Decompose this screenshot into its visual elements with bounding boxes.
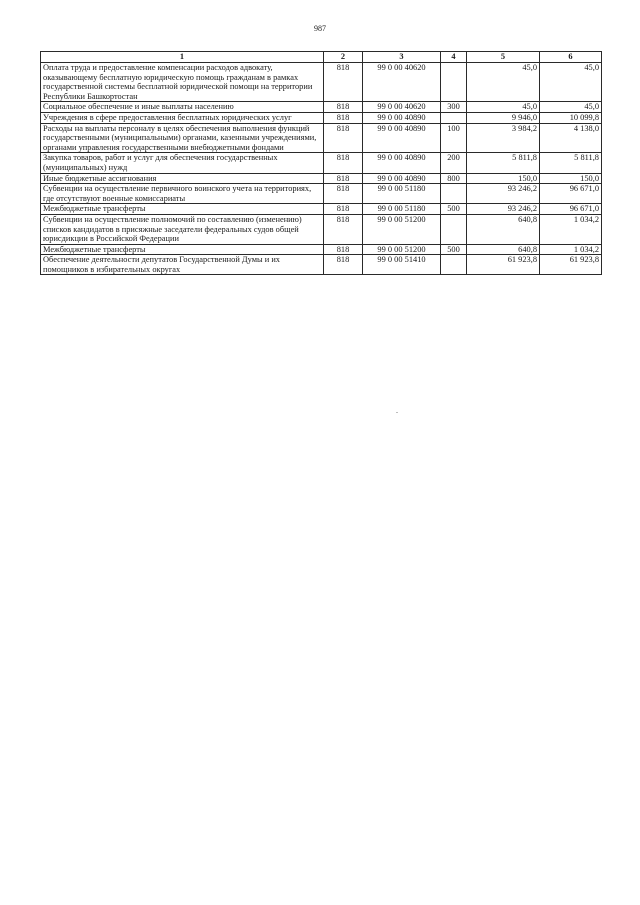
row-csr: 99 0 00 40620 [363, 102, 441, 113]
row-name: Обеспечение деятельности депутатов Государственной Думы и их помощников в избирательных округах [41, 255, 324, 275]
header-col-1: 1 [41, 52, 324, 63]
scan-speck [396, 412, 398, 413]
row-vr [441, 112, 467, 123]
table-body [41, 63, 602, 275]
row-csr: 99 0 00 40890 [363, 173, 441, 184]
row-sum2: 96 671,0 [540, 204, 602, 215]
row-ved: 818 [324, 214, 363, 244]
row-name: Иные бюджетные ассигнования [41, 173, 324, 184]
table-row [41, 244, 602, 255]
row-name: Закупка товаров, работ и услуг для обеспечения государственных (муниципальных) нужд [41, 153, 324, 173]
row-sum2: 10 099,8 [540, 112, 602, 123]
row-ved: 818 [324, 204, 363, 215]
header-col-5: 5 [467, 52, 540, 63]
row-sum1: 640,8 [467, 214, 540, 244]
row-sum2: 1 034,2 [540, 244, 602, 255]
row-ved: 818 [324, 63, 363, 102]
row-csr: 99 0 00 40890 [363, 112, 441, 123]
row-sum1: 93 246,2 [467, 184, 540, 204]
table-row [41, 102, 602, 113]
row-ved: 818 [324, 112, 363, 123]
row-name: Социальное обеспечение и иные выплаты населению [41, 102, 324, 113]
table-row [41, 63, 602, 102]
row-csr: 99 0 00 51200 [363, 214, 441, 244]
row-sum2: 45,0 [540, 63, 602, 102]
table-row [41, 123, 602, 153]
header-col-6: 6 [540, 52, 602, 63]
row-name: Учреждения в сфере предоставления бесплатных юридических услуг [41, 112, 324, 123]
row-vr [441, 214, 467, 244]
row-vr [441, 63, 467, 102]
row-csr: 99 0 00 51180 [363, 204, 441, 215]
row-csr: 99 0 00 40890 [363, 153, 441, 173]
row-sum1: 9 946,0 [467, 112, 540, 123]
row-ved: 818 [324, 123, 363, 153]
row-sum1: 150,0 [467, 173, 540, 184]
row-ved: 818 [324, 255, 363, 275]
header-row [41, 52, 602, 63]
row-vr: 300 [441, 102, 467, 113]
row-sum2: 1 034,2 [540, 214, 602, 244]
row-sum1: 640,8 [467, 244, 540, 255]
row-csr: 99 0 00 40620 [363, 63, 441, 102]
row-vr: 800 [441, 173, 467, 184]
row-ved: 818 [324, 102, 363, 113]
row-sum2: 45,0 [540, 102, 602, 113]
row-sum2: 5 811,8 [540, 153, 602, 173]
table-row [41, 173, 602, 184]
row-ved: 818 [324, 244, 363, 255]
header-col-4: 4 [441, 52, 467, 63]
table-row [41, 112, 602, 123]
table-row [41, 184, 602, 204]
row-sum2: 150,0 [540, 173, 602, 184]
row-sum2: 61 923,8 [540, 255, 602, 275]
row-vr: 500 [441, 244, 467, 255]
table-header [41, 52, 602, 63]
row-sum1: 61 923,8 [467, 255, 540, 275]
row-name: Межбюджетные трансферты [41, 244, 324, 255]
page-number: 987 [314, 24, 326, 33]
budget-table [40, 51, 602, 275]
row-sum1: 5 811,8 [467, 153, 540, 173]
row-csr: 99 0 00 51180 [363, 184, 441, 204]
row-ved: 818 [324, 153, 363, 173]
row-sum1: 45,0 [467, 102, 540, 113]
row-csr: 99 0 00 51410 [363, 255, 441, 275]
table-row [41, 153, 602, 173]
row-vr: 100 [441, 123, 467, 153]
row-sum1: 45,0 [467, 63, 540, 102]
row-ved: 818 [324, 184, 363, 204]
row-csr: 99 0 00 51200 [363, 244, 441, 255]
row-vr: 500 [441, 204, 467, 215]
row-name: Оплата труда и предоставление компенсации расходов адвокату, оказывающему бесплатную юридическую помощь гражданам в рамках государственной системы бесплатной юридической помощи на территории Республики Башкортостан [41, 63, 324, 102]
row-csr: 99 0 00 40890 [363, 123, 441, 153]
row-vr [441, 184, 467, 204]
row-vr [441, 255, 467, 275]
row-vr: 200 [441, 153, 467, 173]
table-row [41, 214, 602, 244]
row-name: Субвенции на осуществление полномочий по составлению (изменению) списков кандидатов в присяжные заседатели федеральных судов общей юрисдикции в Российской Федерации [41, 214, 324, 244]
row-name: Расходы на выплаты персоналу в целях обеспечения выполнения функций государственными (муниципальными) органами, казенными учреждениями, органами управления государственными внебюджетными фондами [41, 123, 324, 153]
header-col-2: 2 [324, 52, 363, 63]
row-sum2: 96 671,0 [540, 184, 602, 204]
row-name: Межбюджетные трансферты [41, 204, 324, 215]
row-sum1: 93 246,2 [467, 204, 540, 215]
row-sum1: 3 984,2 [467, 123, 540, 153]
header-col-3: 3 [363, 52, 441, 63]
row-sum2: 4 138,0 [540, 123, 602, 153]
row-name: Субвенции на осуществление первичного воинского учета на территориях, где отсутствуют военные комиссариаты [41, 184, 324, 204]
table-row [41, 204, 602, 215]
table-row [41, 255, 602, 275]
row-ved: 818 [324, 173, 363, 184]
